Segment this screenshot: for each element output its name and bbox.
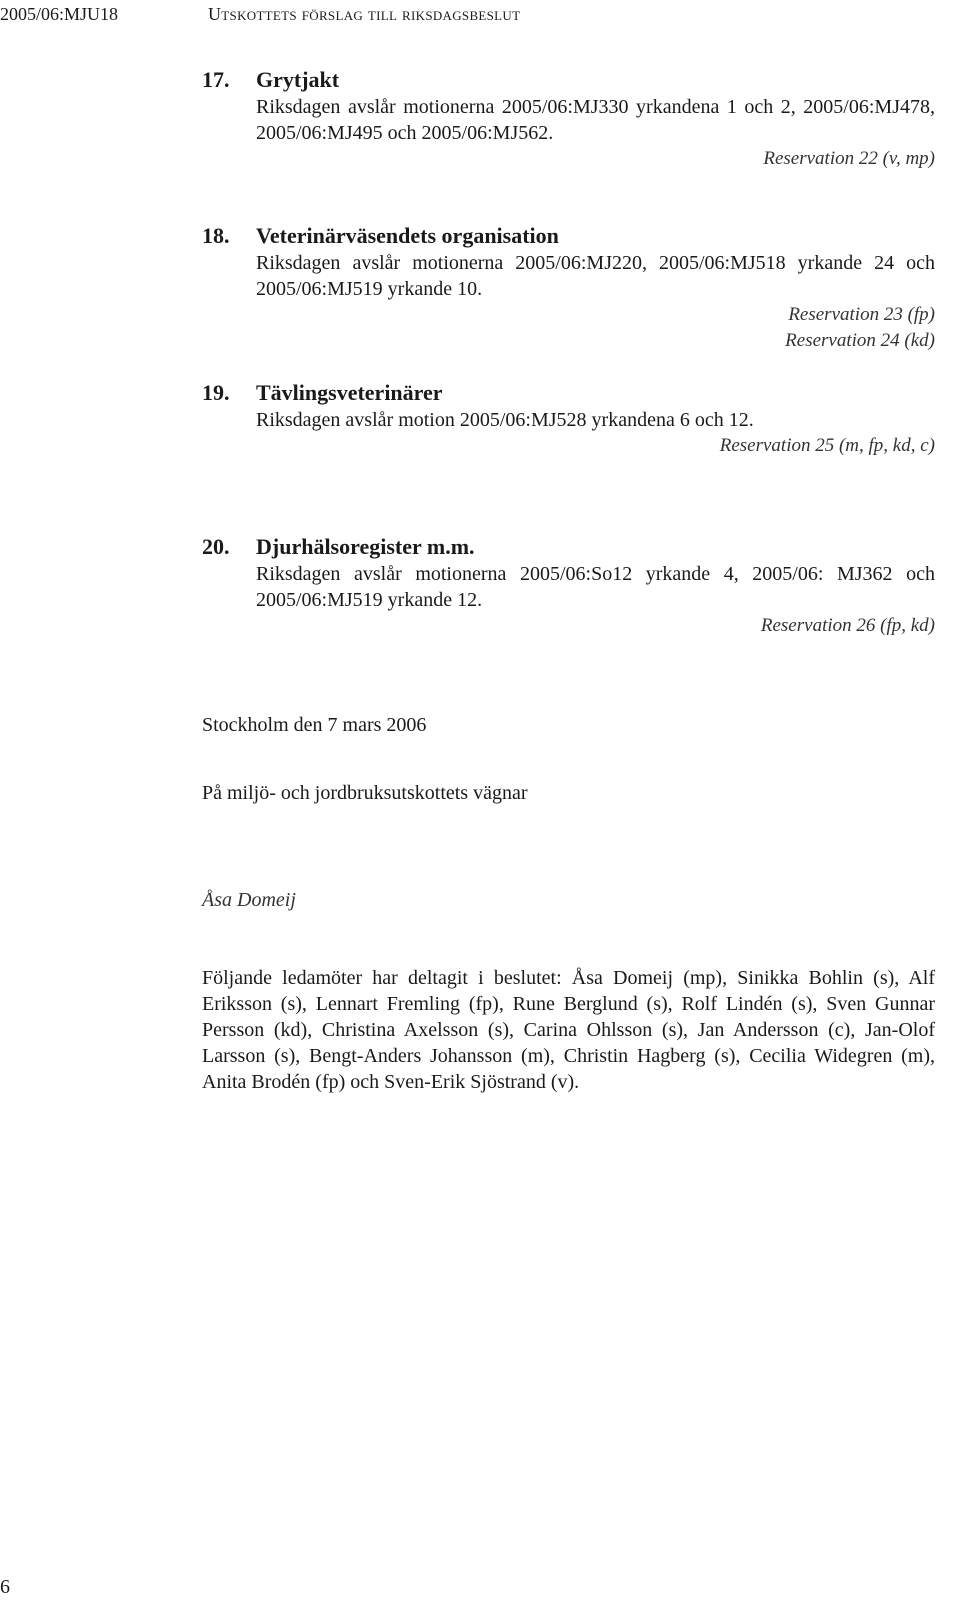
item-text: Riksdagen avslår motion 2005/06:MJ528 yrkandena 6 och 12.: [256, 409, 754, 431]
document-id: 2005/06:MJU18: [0, 4, 119, 24]
committee-on-behalf: På miljö- och jordbruksutskottets vägnar: [202, 782, 528, 804]
item-number: 17.: [202, 67, 230, 92]
participants-paragraph: Följande ledamöter har deltagit i beslutet: Åsa Domeij (mp), Sinikka Bohlin (s), Alf Eriksson (s), Lennart Fremling (fp), Rune Berglund (s), Rolf Lindén (s), Sven Gunnar Persson (kd), Christina Axelsson (s), Carina Ohlsson (s), Jan Andersson (c), Jan-Olof Larsson (s), Bengt-Anders Johansson (m), Christin Hagberg (s), Cecilia Widegren (m), Anita Brodén (fp) och Sven-Erik Sjöstrand (v).: [202, 967, 935, 1093]
item-body: [256, 407, 935, 459]
item-heading: Djurhälsoregister m.m.: [256, 534, 475, 559]
proposal-item-19: [202, 379, 935, 459]
item-number: 20.: [202, 534, 230, 559]
signatory-name: Åsa Domeij: [202, 889, 296, 911]
reservation-link: Reservation 22 (v, mp): [763, 148, 935, 169]
item-body: [256, 561, 935, 639]
page-number: 6: [0, 1576, 10, 1598]
item-number: 19.: [202, 380, 230, 405]
item-heading: Tävlingsveterinärer: [256, 380, 443, 405]
item-body: [256, 94, 935, 172]
reservation-link: Reservation 23 (fp): [788, 304, 935, 325]
item-number: 18.: [202, 223, 230, 248]
item-text: Riksdagen avslår motionerna 2005/06:MJ330 yrkandena 1 och 2, 2005/06:MJ478, 2005/06:MJ495 och 2005/06:MJ562.: [256, 96, 935, 144]
reservation-link: Reservation 25 (m, fp, kd, c): [719, 435, 935, 456]
item-body: [256, 250, 935, 354]
page-header: [0, 0, 960, 40]
item-heading-row: [202, 533, 935, 561]
header-title: Utskottets förslag till riksdagsbeslut: [208, 4, 521, 24]
proposal-item-18: [202, 222, 935, 354]
item-heading-row: [202, 222, 935, 250]
reservation-link: Reservation 24 (kd): [785, 330, 935, 351]
place-date: Stockholm den 7 mars 2006: [202, 714, 427, 736]
reservation-link: Reservation 26 (fp, kd): [760, 615, 935, 636]
item-text: Riksdagen avslår motionerna 2005/06:So12 yrkande 4, 2005/06: MJ362 och 2005/06:MJ519 yrkande 12.: [256, 563, 935, 611]
item-heading: Grytjakt: [256, 67, 340, 92]
item-text: Riksdagen avslår motionerna 2005/06:MJ220, 2005/06:MJ518 yrkande 24 och 2005/06:MJ519 yrkande 10.: [256, 252, 935, 300]
item-heading: Veterinärväsendets organisation: [256, 223, 559, 248]
item-heading-row: [202, 379, 935, 407]
item-heading-row: [202, 66, 935, 94]
proposal-item-20: [202, 533, 935, 639]
proposal-item-17: [202, 66, 935, 172]
